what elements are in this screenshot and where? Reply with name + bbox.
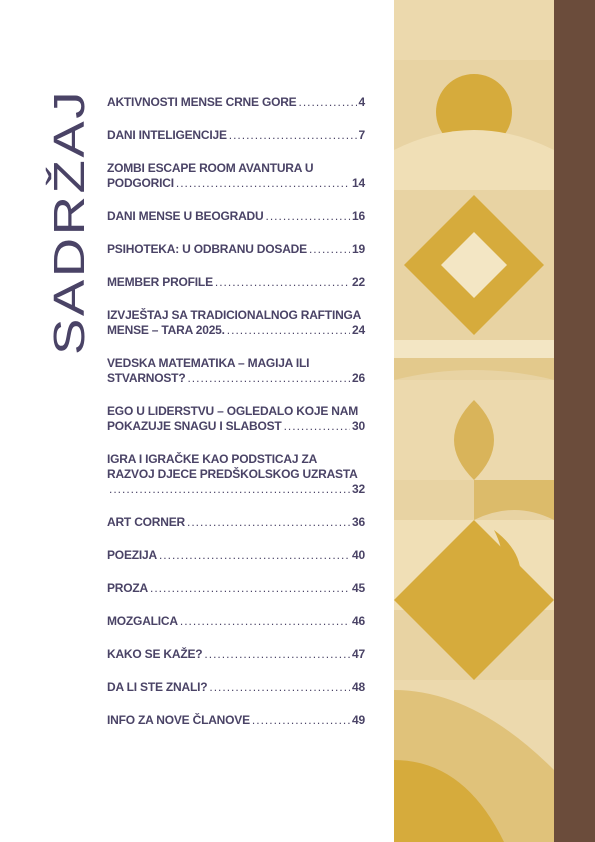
- table-of-contents: [107, 95, 365, 746]
- dot-leader: [298, 95, 356, 110]
- toc-page-number: 16: [352, 209, 365, 223]
- toc-entry[interactable]: [107, 356, 365, 386]
- toc-entry-title: PODGORICI: [107, 176, 174, 190]
- toc-entry[interactable]: [107, 713, 365, 728]
- toc-entry[interactable]: [107, 161, 365, 191]
- toc-entry[interactable]: [107, 128, 365, 143]
- toc-entry-title-line: EGO U LIDERSTVU – OGLEDALO KOJE NAM: [107, 404, 359, 418]
- dot-leader: [309, 242, 350, 257]
- toc-page-number: 7: [358, 128, 365, 142]
- toc-entry-line: [107, 323, 365, 338]
- toc-entry-title: INFO ZA NOVE ČLANOVE: [107, 713, 250, 727]
- toc-entry-title: MEMBER PROFILE: [107, 275, 213, 289]
- toc-entry[interactable]: [107, 452, 365, 497]
- toc-entry-title-line: VEDSKA MATEMATIKA – MAGIJA ILI: [107, 356, 310, 370]
- toc-entry[interactable]: [107, 95, 365, 110]
- dot-leader: [176, 176, 350, 191]
- toc-entry[interactable]: [107, 275, 365, 290]
- toc-entry-title: PSIHOTEKA: U ODBRANU DOSADE: [107, 242, 307, 256]
- toc-page-number: 36: [352, 515, 365, 529]
- toc-entry-title-line: RAZVOJ DJECE PREDŠKOLSKOG UZRASTA: [107, 467, 358, 481]
- toc-entry-title: KAKO SE KAŽE?: [107, 647, 203, 661]
- toc-entry-title-line: ZOMBI ESCAPE ROOM AVANTURA U: [107, 161, 314, 175]
- toc-entry-line: [107, 647, 365, 662]
- toc-entry[interactable]: [107, 548, 365, 563]
- toc-entry[interactable]: [107, 614, 365, 629]
- toc-entry-title: DA LI STE ZNALI?: [107, 680, 208, 694]
- toc-entry[interactable]: [107, 515, 365, 530]
- toc-entry-line: [107, 482, 365, 497]
- toc-entry[interactable]: [107, 647, 365, 662]
- geometric-pattern: [394, 0, 595, 842]
- toc-entry[interactable]: [107, 242, 365, 257]
- dot-leader: [109, 482, 350, 497]
- toc-entry-line: [107, 128, 365, 143]
- toc-entry-line: [107, 581, 365, 596]
- toc-page-number: 45: [352, 581, 365, 595]
- dot-leader: [204, 647, 350, 662]
- toc-entry-line: [107, 242, 365, 257]
- toc-entry[interactable]: [107, 581, 365, 596]
- page-title-svg: [28, 87, 98, 357]
- toc-page-number: 48: [352, 680, 365, 694]
- toc-entry-title: MOZGALICA: [107, 614, 178, 628]
- toc-entry-title-line: IGRA I IGRAČKE KAO PODSTICAJ ZA: [107, 452, 318, 466]
- dot-leader: [265, 209, 350, 224]
- toc-entry-title: PROZA: [107, 581, 149, 595]
- toc-entry-title: POKAZUJE SNAGU I SLABOST: [107, 419, 282, 433]
- decorative-panel: [394, 0, 595, 842]
- dot-leader: [209, 680, 350, 695]
- dot-leader: [180, 614, 350, 629]
- toc-page-number: 14: [352, 176, 365, 190]
- toc-entry-title: MENSE – TARA 2025.: [107, 323, 225, 337]
- toc-page-number: 49: [352, 713, 365, 727]
- toc-page-number: 40: [352, 548, 365, 562]
- toc-entry[interactable]: [107, 404, 365, 434]
- toc-entry-line: [107, 176, 365, 191]
- toc-entry-line: [107, 680, 365, 695]
- dot-leader: [187, 371, 350, 386]
- toc-entry-title: ART CORNER: [107, 515, 185, 529]
- toc-entry-line: [107, 548, 365, 563]
- toc-page-number: 32: [352, 482, 365, 496]
- page-title: [28, 87, 98, 357]
- toc-page-number: 26: [352, 371, 365, 385]
- toc-entry-line: [107, 614, 365, 629]
- toc-entry-line: [107, 713, 365, 728]
- toc-entry-line: [107, 209, 365, 224]
- toc-entry[interactable]: [107, 308, 365, 338]
- toc-entry-line: [107, 371, 365, 386]
- toc-entry[interactable]: [107, 680, 365, 695]
- dot-leader: [227, 323, 350, 338]
- toc-page-number: 19: [352, 242, 365, 256]
- toc-entry-line: [107, 95, 365, 110]
- toc-entry-line: [107, 515, 365, 530]
- toc-page-number: 4: [358, 95, 365, 109]
- dot-leader: [150, 581, 350, 596]
- toc-entry-line: [107, 419, 365, 434]
- dot-leader: [159, 548, 350, 563]
- toc-entry-title-line: IZVJEŠTAJ SA TRADICIONALNOG RAFTINGA: [107, 308, 362, 322]
- toc-entry[interactable]: [107, 209, 365, 224]
- toc-page-number: 47: [352, 647, 365, 661]
- toc-entry-title: DANI MENSE U BEOGRADU: [107, 209, 264, 223]
- dot-leader: [187, 515, 350, 530]
- dot-leader: [284, 419, 350, 434]
- dot-leader: [215, 275, 350, 290]
- toc-page-number: 46: [352, 614, 365, 628]
- toc-entry-line: [107, 275, 365, 290]
- toc-entry-title: STVARNOST?: [107, 371, 186, 385]
- toc-page-number: 30: [352, 419, 365, 433]
- page-title-text: SADRŽAJ: [45, 140, 94, 355]
- toc-page-number: 22: [352, 275, 365, 289]
- toc-entry-title: DANI INTELIGENCIJE: [107, 128, 227, 142]
- toc-page-number: 24: [352, 323, 365, 337]
- toc-entry-title: AKTIVNOSTI MENSE CRNE GORE: [107, 95, 297, 109]
- toc-entry-title: POEZIJA: [107, 548, 157, 562]
- dot-leader: [252, 713, 350, 728]
- dot-leader: [229, 128, 357, 143]
